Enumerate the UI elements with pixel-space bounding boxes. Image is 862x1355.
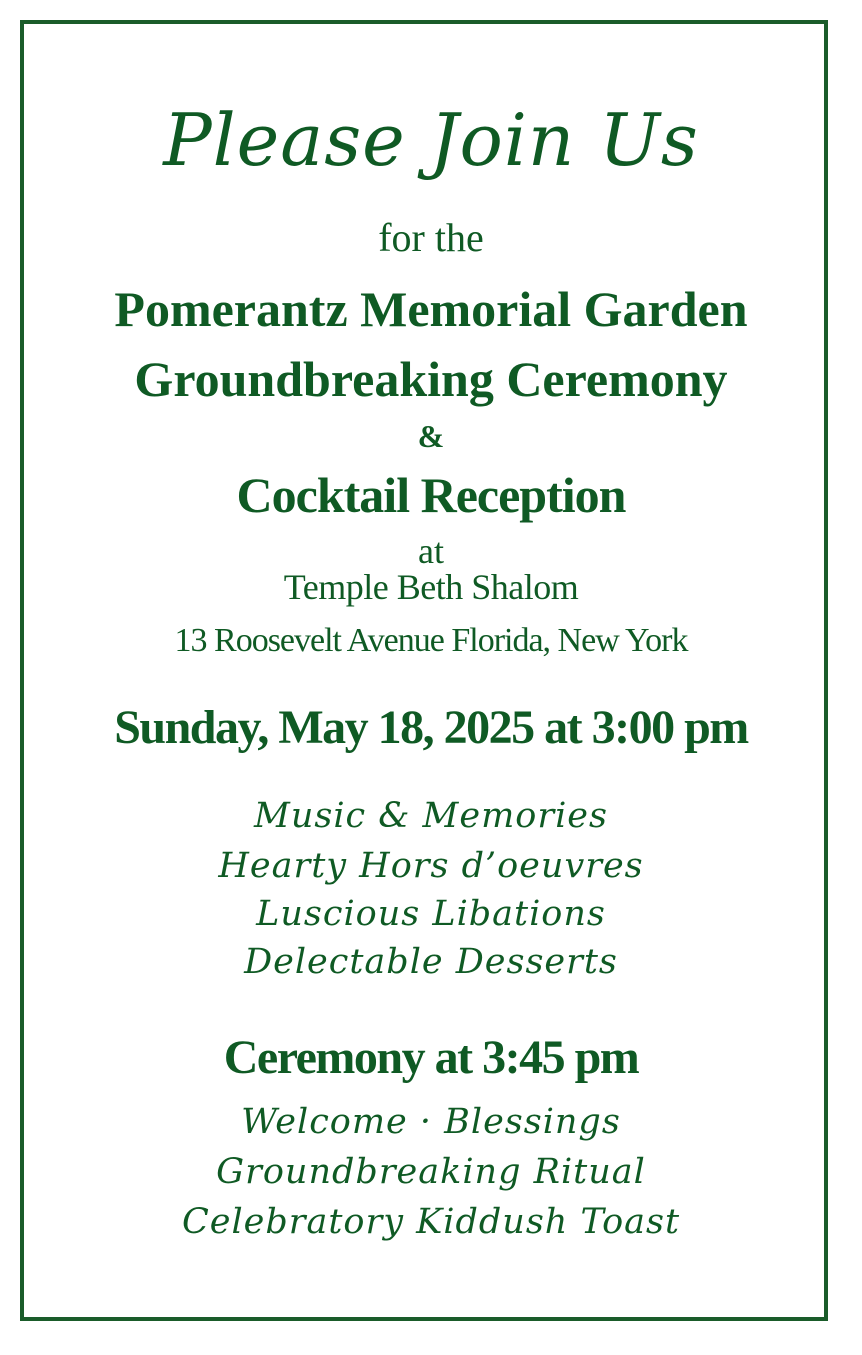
venue-address: 13 Roosevelt Avenue Florida, New York <box>174 622 688 659</box>
highlight-item: Delectable Desserts <box>244 942 618 982</box>
at-text: at <box>418 531 444 571</box>
event-title-line-1: Pomerantz Memorial Garden <box>114 281 748 337</box>
program-item: Groundbreaking Ritual <box>216 1152 646 1192</box>
event-title-line-2: Groundbreaking Ceremony <box>134 351 728 407</box>
heading: Please Join Us <box>163 98 699 182</box>
venue-name: Temple Beth Shalom <box>283 567 579 607</box>
highlight-item: Hearty Hors d’oeuvres <box>218 846 644 886</box>
highlight-item: Music & Memories <box>254 796 608 836</box>
event-date-time: Sunday, May 18, 2025 at 3:00 pm <box>114 701 748 754</box>
event-title-line-3: Cocktail Reception <box>236 467 626 523</box>
ceremony-time: Ceremony at 3:45 pm <box>223 1031 639 1084</box>
for-the-text: for the <box>378 215 484 260</box>
program-item: Welcome · Blessings <box>241 1102 621 1142</box>
program-item: Celebratory Kiddush Toast <box>181 1202 681 1242</box>
highlight-item: Luscious Libations <box>256 894 606 934</box>
ampersand: & <box>417 418 445 454</box>
